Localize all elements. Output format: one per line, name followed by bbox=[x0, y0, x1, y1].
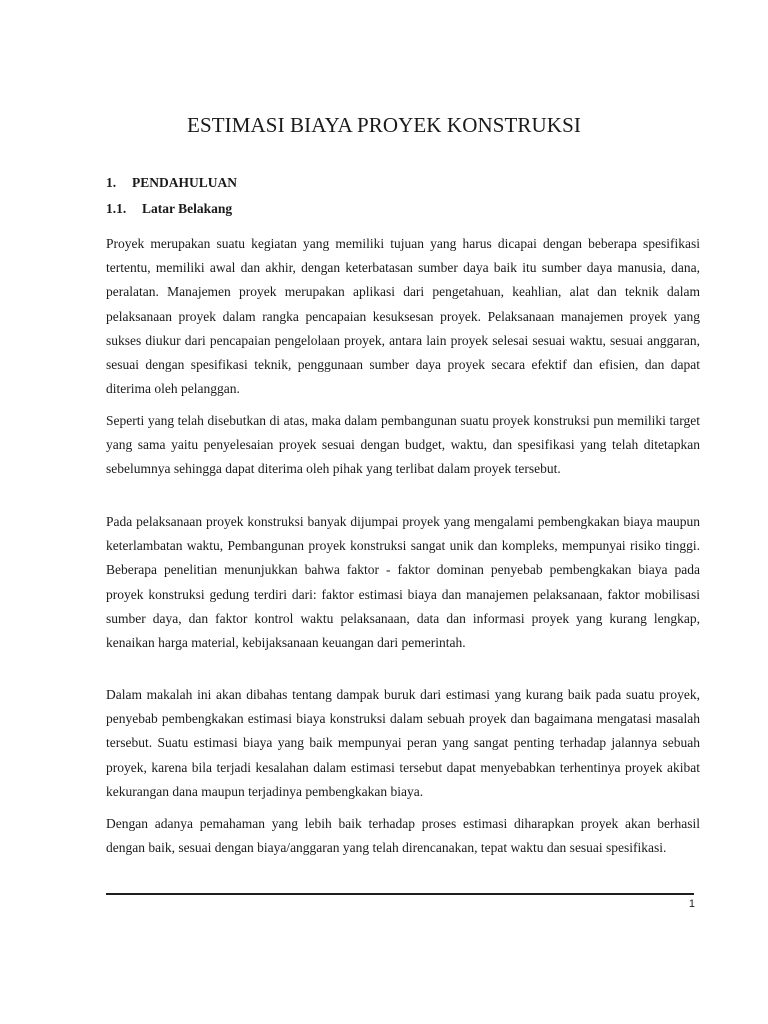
section-heading bbox=[106, 175, 237, 191]
subsection-heading bbox=[106, 201, 232, 217]
page-number: 1 bbox=[688, 898, 695, 910]
document-title: ESTIMASI BIAYA PROYEK KONSTRUKSI bbox=[187, 113, 581, 137]
paragraph-1: Proyek merupakan suatu kegiatan yang memiliki tujuan yang harus dicapai dengan beberapa spesifikasi tertentu, memiliki awal dan akhir, dengan keterbatasan sumber daya baik itu sumber daya manusia, dana, peralatan. Manajemen proyek merupakan aplikasi dari pengetahuan, keahlian, alat dan teknik dalam pelaksanaan proyek dalam rangka pencapaian kesuksesan proyek. Pelaksanaan manajemen proyek yang sukses diukur dari pencapaian pengelolaan proyek, antara lain proyek selesai sesuai waktu, sesuai anggaran, sesuai dengan spesifikasi teknik, penggunaan sumber daya proyek secara efektif dan efisien, dan dapat diterima oleh pelanggan. bbox=[106, 236, 700, 397]
subsection-number: 1.1. bbox=[106, 201, 127, 216]
footer-rule bbox=[106, 893, 694, 895]
subsection-title: Latar Belakang bbox=[142, 201, 233, 216]
paragraph-5: Dengan adanya pemahaman yang lebih baik terhadap proses estimasi diharapkan proyek akan berhasil dengan baik, sesuai dengan biaya/anggaran yang telah direncanakan, tepat waktu dan sesuai spesifikasi. bbox=[106, 816, 700, 856]
paragraph-3: Pada pelaksanaan proyek konstruksi banyak dijumpai proyek yang mengalami pembengkakan biaya maupun keterlambatan waktu, Pembangunan proyek konstruksi sangat unik dan kompleks, mempunyai risiko tinggi. Beberapa penelitian menunjukkan bahwa faktor - faktor dominan penyebab pembengkakan biaya pada proyek konstruksi gedung terdiri dari: faktor estimasi biaya dan manajemen pelaksanaan, faktor mobilisasi sumber daya, dan faktor kontrol waktu pelaksanaan, data dan informasi proyek yang kurang lengkap, kenaikan harga material, kebijaksanaan keuangan dari pemerintah. bbox=[106, 514, 700, 651]
section-number: 1. bbox=[106, 175, 117, 190]
section-title: PENDAHULUAN bbox=[132, 175, 238, 190]
paragraph-4: Dalam makalah ini akan dibahas tentang dampak buruk dari estimasi yang kurang baik pada suatu proyek, penyebab pembengkakan estimasi biaya konstruksi dalam sebuah proyek dan bagaimana mengatasi masalah tersebut. Suatu estimasi biaya yang baik mempunyai peran yang sangat penting terhadap jalannya sebuah proyek, karena bila terjadi kesalahan dalam estimasi tersebut dapat menyebabkan terhentinya proyek akibat kekurangan dana maupun terjadinya pembengkakan biaya. bbox=[106, 687, 700, 799]
paragraph-2: Seperti yang telah disebutkan di atas, maka dalam pembangunan suatu proyek konstruksi pun memiliki target yang sama yaitu penyelesaian proyek sesuai dengan budget, waktu, dan spesifikasi yang telah ditetapkan sebelumnya sehingga dapat diterima oleh pihak yang terlibat dalam proyek tersebut. bbox=[106, 413, 700, 477]
